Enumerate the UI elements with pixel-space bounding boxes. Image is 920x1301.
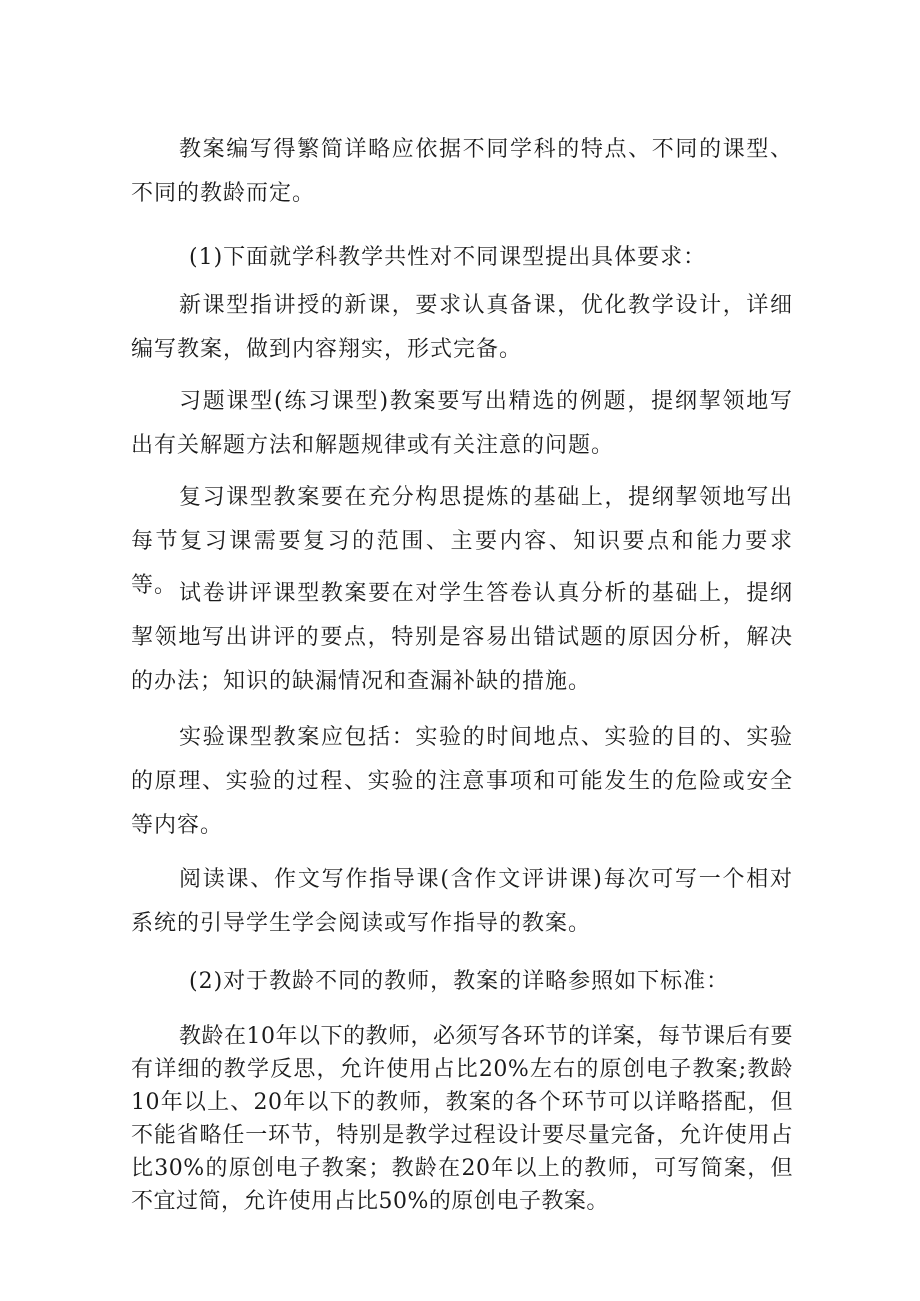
paragraph-review-lesson: 复习课型教案要在充分构思提炼的基础上，提纲挈领地写出每节复习课需要复习的范围、主要内容、知识要点和能力要求等。	[131, 485, 793, 598]
paragraph-reading-writing-lesson: 阅读课、作文写作指导课(含作文评讲课)每次可写一个相对系统的引导学生学会阅读或写作指导的教案。	[131, 867, 793, 936]
paragraph-experiment-lesson: 实验课型教案应包括：实验的时间地点、实验的目的、实验的原理、实验的过程、实验的注意事项和可能发生的危险或安全等内容。	[131, 725, 793, 838]
paragraph-exam-review-lesson: 试卷讲评课型教案要在对学生答卷认真分析的基础上，提纲挈领地写出讲评的要点，特别是容易出错试题的原因分析，解决的办法；知识的缺漏情况和查漏补缺的措施。	[131, 581, 793, 694]
paragraph-heading-2: (2)对于教龄不同的教师，教案的详略参照如下标准：	[189, 969, 730, 994]
paragraph-teaching-age-standards: 教龄在10年以下的教师，必须写各环节的详案，每节课后有要有详细的教学反思，允许使用占比20%左右的原创电子教案;教龄10年以上、20年以下的教师，教案的各个环节可以详略搭配，但不能省略任一环节，特别是教学过程设计要尽量完备，允许使用占比30%的原创电子教案；教龄在20年以上的教师，可写简案，但不宜过简，允许使用占比50%的原创电子教案。	[131, 1024, 794, 1214]
paragraph-new-lesson: 新课型指讲授的新课，要求认真备课，优化教学设计，详细编写教案，做到内容翔实，形式完备。	[131, 293, 793, 362]
paragraph-heading-1: (1)下面就学科教学共性对不同课型提出具体要求：	[189, 245, 707, 270]
paragraph-exercise-lesson: 习题课型(练习课型)教案要写出精选的例题，提纲挈领地写出有关解题方法和解题规律或有关注意的问题。	[131, 389, 793, 458]
paragraph-intro: 教案编写得繁简详略应依据不同学科的特点、不同的课型、不同的教龄而定。	[131, 137, 793, 206]
